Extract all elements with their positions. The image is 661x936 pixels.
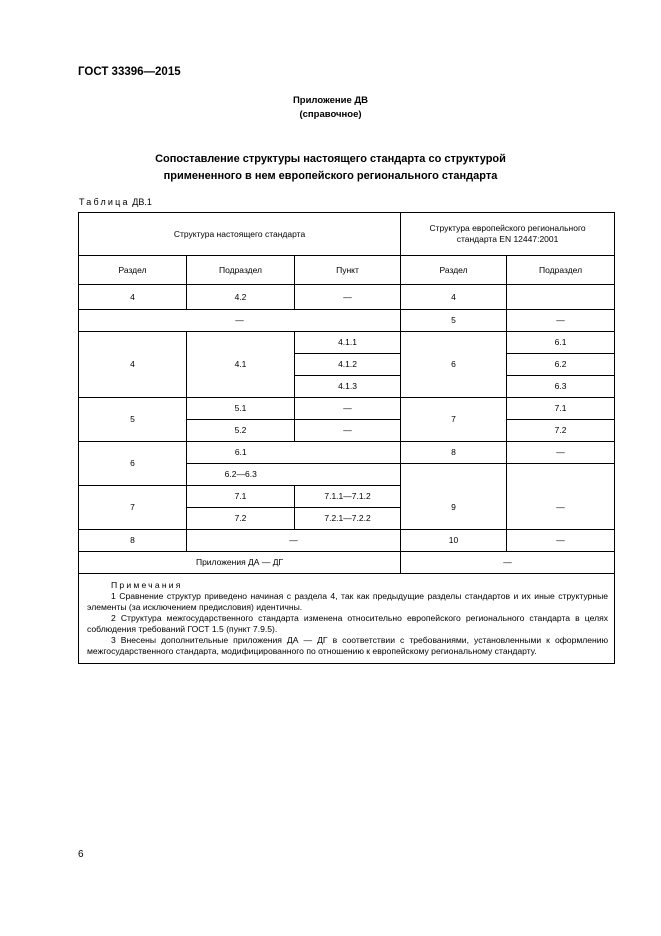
table-group-header-row <box>79 213 615 256</box>
heading-line-2: примененного в нем европейского регионального стандарта <box>163 170 498 182</box>
table-cell: 7.2 <box>507 420 615 442</box>
table-cell: — <box>187 530 401 552</box>
table-cell: — <box>401 552 615 574</box>
table-column-header-row <box>79 256 615 285</box>
table-cell: 4.2 <box>187 285 295 310</box>
header-european-line-1: Структура европейского регионального <box>429 223 586 233</box>
table-caption <box>79 197 152 207</box>
table-row <box>79 530 615 552</box>
table-cell: 5 <box>79 398 187 442</box>
annex-heading <box>0 151 661 185</box>
table-cell <box>295 442 401 464</box>
table-cell: 5.1 <box>187 398 295 420</box>
table-cell: — <box>507 310 615 332</box>
column-header: Раздел <box>79 256 187 285</box>
table-cell: — <box>507 486 615 530</box>
table-notes-row <box>79 574 615 664</box>
column-header: Подраздел <box>187 256 295 285</box>
column-header: Подраздел <box>507 256 615 285</box>
header-european-line-2: стандарта EN 12447:2001 <box>456 234 559 244</box>
table-cell: 6.1 <box>507 332 615 354</box>
table-caption-number: ДВ.1 <box>132 197 152 207</box>
table-row <box>79 442 615 464</box>
structure-comparison-table <box>78 212 615 664</box>
header-this-standard: Структура настоящего стандарта <box>79 213 401 256</box>
table-cell: 8 <box>79 530 187 552</box>
table-cell: 4 <box>79 285 187 310</box>
table-cell: — <box>507 442 615 464</box>
document-id: ГОСТ 33396—2015 <box>78 66 181 78</box>
annex-block <box>0 94 661 122</box>
table-cell: 6.1 <box>187 442 295 464</box>
note-item: 2 Структура межгосударственного стандарта изменена относительно европейского регионального стандарта в целях соблюдения требований ГОСТ 1.5 (пункт 7.9.5). <box>87 613 609 634</box>
note-item: 1 Сравнение структур приведено начиная с раздела 4, так как предыдущие разделы стандартов и их иные структурные элементы (за исключением предисловия) идентичны. <box>87 591 609 612</box>
table-cell: 4.1.1 <box>295 332 401 354</box>
table-cell <box>401 464 507 486</box>
table-cell: 5.2 <box>187 420 295 442</box>
table-cell: 4 <box>401 285 507 310</box>
note-item: 3 Внесены дополнительные приложения ДА — ДГ в соответствии с требованиями, установленными к оформлению межгосударственного стандарта, модифицированного по отношению к европейскому региональному стандарту. <box>87 635 609 656</box>
table-cell: 6.2—6.3 <box>187 464 295 486</box>
table-cell: 6 <box>79 442 187 486</box>
table-cell: — <box>295 398 401 420</box>
table-cell: 7.2 <box>187 508 295 530</box>
table-cell: 5 <box>401 310 507 332</box>
table-cell <box>507 464 615 486</box>
annex-kind: (справочное) <box>299 109 362 120</box>
table-cell: 7.2.1—7.2.2 <box>295 508 401 530</box>
table-notes <box>79 574 615 664</box>
table-cell: 7.1 <box>187 486 295 508</box>
table-cell: — <box>295 420 401 442</box>
table-cell: 6.3 <box>507 376 615 398</box>
table-cell: 4.1.3 <box>295 376 401 398</box>
table-row <box>79 285 615 310</box>
table-cell: 7.1.1—7.1.2 <box>295 486 401 508</box>
column-header: Пункт <box>295 256 401 285</box>
header-european-standard <box>401 213 615 256</box>
table-cell: Приложения ДА — ДГ <box>79 552 401 574</box>
notes-title: Примечания <box>111 580 183 590</box>
heading-line-1: Сопоставление структуры настоящего стандарта со структурой <box>155 153 506 165</box>
table-cell <box>295 464 401 486</box>
table-row <box>79 310 615 332</box>
table-cell: 7.1 <box>507 398 615 420</box>
table-row <box>79 332 615 354</box>
annex-title: Приложение ДВ <box>292 95 369 106</box>
table-cell: 7 <box>401 398 507 442</box>
table-row <box>79 486 615 508</box>
table-cell <box>507 285 615 310</box>
table-cell: — <box>295 285 401 310</box>
table-row <box>79 398 615 420</box>
table-cell: 4.1 <box>187 332 295 398</box>
table-cell: 4.1.2 <box>295 354 401 376</box>
table-cell: — <box>507 530 615 552</box>
page-number: 6 <box>78 849 84 860</box>
table-cell: 8 <box>401 442 507 464</box>
table-cell: 6.2 <box>507 354 615 376</box>
table-cell: 9 <box>401 486 507 530</box>
table-caption-prefix: Таблица <box>79 197 130 207</box>
table-cell: — <box>79 310 401 332</box>
table-cell: 10 <box>401 530 507 552</box>
column-header: Раздел <box>401 256 507 285</box>
table-cell: 4 <box>79 332 187 398</box>
table-row <box>79 552 615 574</box>
table-cell: 7 <box>79 486 187 530</box>
table-cell: 6 <box>401 332 507 398</box>
